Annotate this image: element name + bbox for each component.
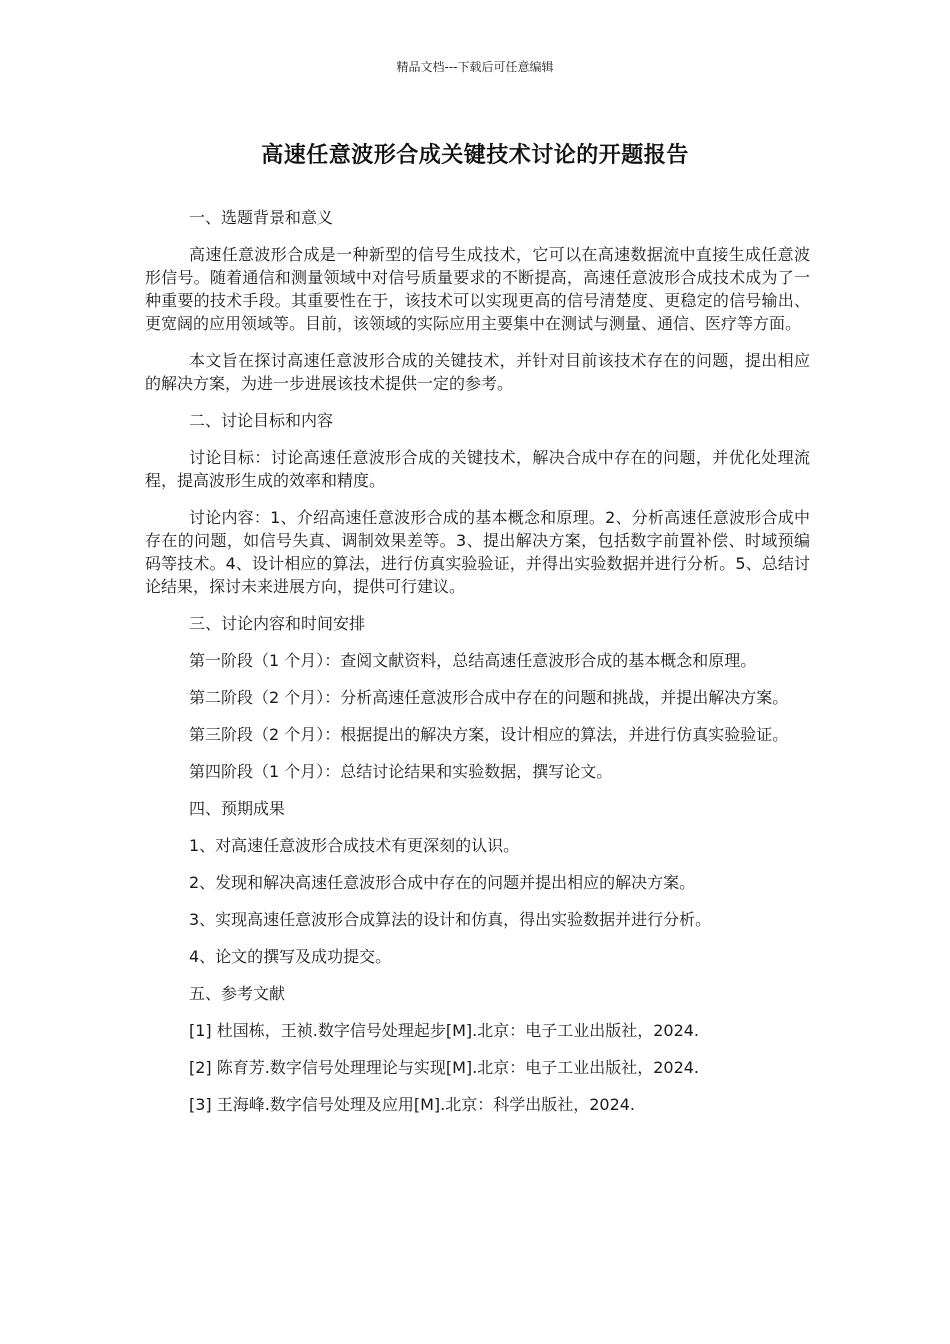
schedule-stage-3: 第三阶段（2 个月）：根据提出的解决方案，设计相应的算法，并进行仿真实验验证。	[189, 725, 789, 744]
section-heading-goals: 二、讨论目标和内容	[189, 411, 334, 430]
header-note: 精品文档---下载后可任意编辑	[396, 60, 554, 74]
content-paragraph: 讨论内容：1、介绍高速任意波形合成的基本概念和原理。2、分析高速任意波形合成中存在的问题，如信号失真、调制效果差等。3、提出解决方案，包括数字前置补偿、时域预编码等技术。4、设计相应的算法，进行仿真实验验证，并得出实验数据并进行分析。5、总结讨论结果，探讨未来进展方向，提供可行建议。	[145, 508, 810, 596]
section-heading-results: 四、预期成果	[189, 799, 286, 818]
result-item-2: 2、发现和解决高速任意波形合成中存在的问题并提出相应的解决方案。	[189, 873, 696, 892]
section-heading-background: 一、选题背景和意义	[189, 208, 334, 227]
result-item-4: 4、论文的撰写及成功提交。	[189, 947, 392, 966]
section-heading-schedule: 三、讨论内容和时间安排	[189, 614, 366, 633]
reference-1: [1] 杜国栋，王祯.数字信号处理起步[M].北京：电子工业出版社，2024.	[189, 1021, 700, 1040]
goals-paragraph: 讨论目标：讨论高速任意波形合成的关键技术，解决合成中存在的问题，并优化处理流程，提高波形生成的效率和精度。	[145, 448, 810, 490]
document-body	[145, 206, 810, 1130]
schedule-stage-1: 第一阶段（1 个月）：查阅文献资料，总结高速任意波形合成的基本概念和原理。	[189, 651, 757, 670]
schedule-stage-4: 第四阶段（1 个月）：总结讨论结果和实验数据，撰写论文。	[189, 762, 613, 781]
background-paragraph-2: 本文旨在探讨高速任意波形合成的关键技术，并针对目前该技术存在的问题，提出相应的解决方案，为进一步进展该技术提供一定的参考。	[145, 351, 810, 393]
schedule-stage-2: 第二阶段（2 个月）：分析高速任意波形合成中存在的问题和挑战，并提出解决方案。	[189, 688, 789, 707]
document-title: 高速任意波形合成关键技术讨论的开题报告	[261, 143, 689, 168]
result-item-3: 3、实现高速任意波形合成算法的设计和仿真，得出实验数据并进行分析。	[189, 910, 712, 929]
section-heading-references: 五、参考文献	[189, 984, 286, 1003]
reference-2: [2] 陈育芳.数字信号处理理论与实现[M].北京：电子工业出版社，2024.	[189, 1058, 700, 1077]
result-item-1: 1、对高速任意波形合成技术有更深刻的认识。	[189, 836, 520, 855]
reference-3: [3] 王海峰.数字信号处理及应用[M].北京：科学出版社，2024.	[189, 1095, 636, 1114]
background-paragraph-1: 高速任意波形合成是一种新型的信号生成技术，它可以在高速数据流中直接生成任意波形信号。随着通信和测量领域中对信号质量要求的不断提高，高速任意波形合成技术成为了一种重要的技术手段。其重要性在于，该技术可以实现更高的信号清楚度、更稳定的信号输出、更宽阔的应用领域等。目前，该领域的实际应用主要集中在测试与测量、通信、医疗等方面。	[145, 245, 810, 333]
